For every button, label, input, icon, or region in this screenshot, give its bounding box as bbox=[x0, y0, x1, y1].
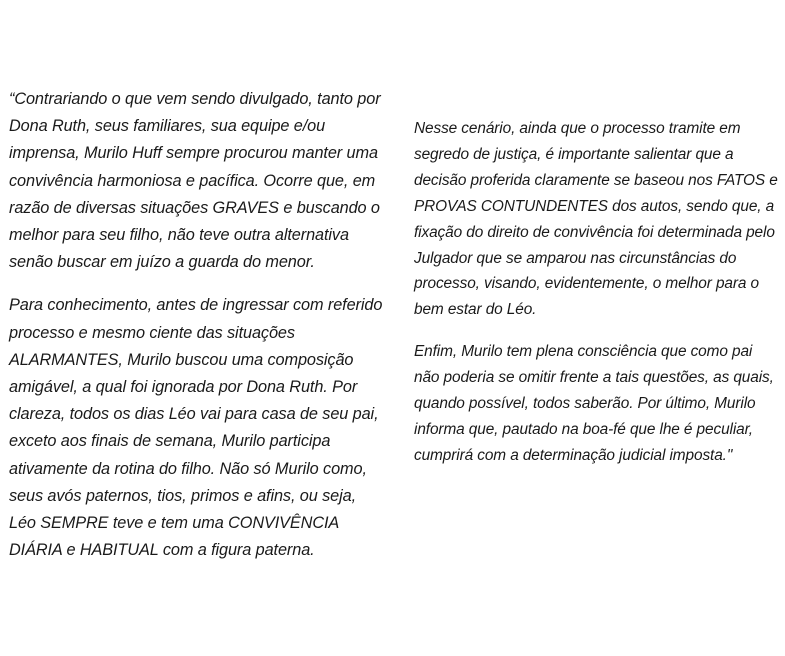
paragraph: Enfim, Murilo tem plena consciência que como pai não poderia se omitir frente a tais questões, as quais, quando possível, todos saberão. Por último, Murilo informa que, pautado na boa-fé que lhe é peculiar, cumprirá com a determinação judicial imposta." bbox=[414, 343, 774, 464]
paragraph: “Contrariando o que vem sendo divulgado, tanto por Dona Ruth, seus familiares, sua equipe e/ou imprensa, Murilo Huff sempre procurou manter uma convivência harmoniosa e pacífica. Ocorre que, em razão de diversas situações GRAVES e buscando o melhor para seu filho, não teve outra alternativa senão buscar em juízo a guarda do menor. bbox=[9, 90, 381, 272]
paragraph: Nesse cenário, ainda que o processo tramite em segredo de justiça, é importante salientar que a decisão proferida claramente se baseou nos FATOS e PROVAS CONTUNDENTES dos autos, sendo que, a fixação do direito de convivência foi determinada pelo Julgador que se amparou nas circunstâncias do processo, visando, evidentemente, o melhor para o bem estar do Léo. bbox=[414, 120, 778, 319]
paragraph: Para conhecimento, antes de ingressar com referido processo e mesmo ciente das situações ALARMANTES, Murilo buscou uma composição amigável, a qual foi ignorada por Dona Ruth. Por clareza, todos os dias Léo vai para casa de seu pai, exceto aos finais de semana, Murilo participa ativamente da rotina do filho. Não só Murilo como, seus avós paternos, tios, primos e afins, ou seja, Léo SEMPRE teve e tem uma CONVIVÊNCIA DIÁRIA e HABITUAL com a figura paterna. bbox=[9, 296, 383, 560]
left-column bbox=[9, 86, 387, 580]
right-column bbox=[414, 116, 780, 485]
